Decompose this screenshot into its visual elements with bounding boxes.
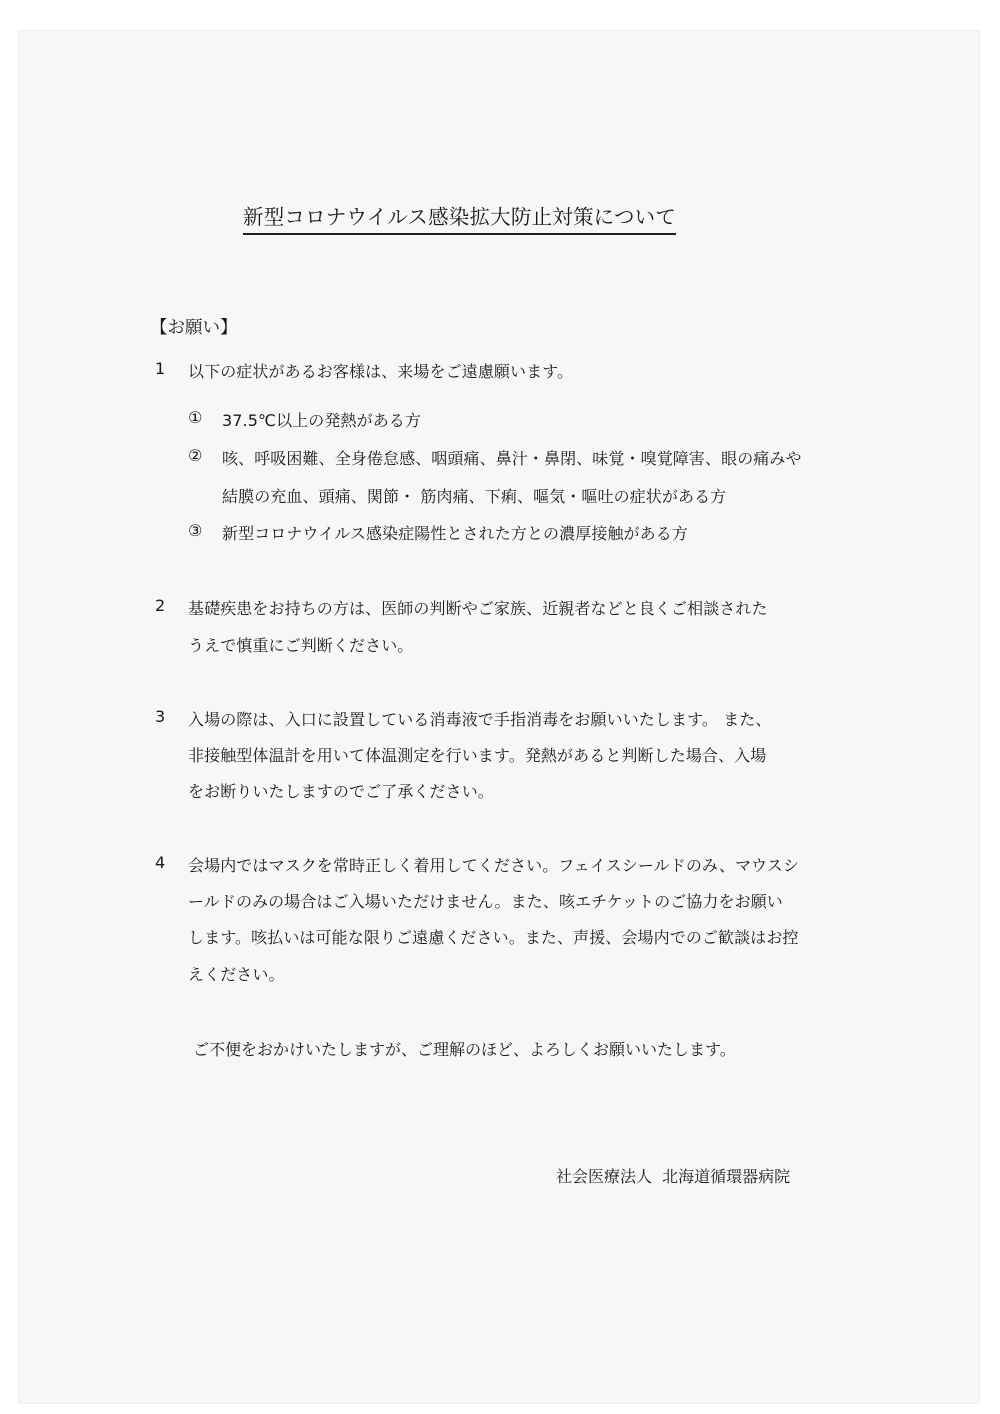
section-heading: 【お願い】 [150, 318, 238, 338]
document-title: 新型コロナウイルス感染拡大防止対策について [243, 200, 676, 235]
signature: 社会医療法人 北海道循環器病院 [556, 1167, 791, 1186]
subitem-text-line: 咳、呼吸困難、全身倦怠感、咽頭痛、鼻汁・鼻閉、味覚・嗅覚障害、眼の痛みや [222, 449, 802, 468]
item-number: 1 [155, 359, 166, 378]
subitem-text-line: 結膜の充血、頭痛、関節・ 筋肉痛、下痢、嘔気・嘔吐の症状がある方 [222, 487, 727, 506]
item-text-line: うえで慎重にご判断ください。 [188, 636, 414, 655]
item-number: 2 [155, 596, 166, 615]
item-text-line: をお断りいたしますのでご了承ください。 [188, 782, 494, 801]
item-text-line: 以下の症状があるお客様は、来場をご遠慮願います。 [188, 362, 574, 381]
subitem-marker: ① [188, 408, 203, 427]
item-text-line: 入場の際は、入口に設置している消毒液で手指消毒をお願いいたします。 また、 [188, 710, 772, 729]
item-text-line: えください。 [188, 965, 285, 984]
item-text-line: します。咳払いは可能な限りご遠慮ください。また、声援、会場内でのご歓談はお控 [188, 928, 799, 947]
item-text-line: 非接触型体温計を用いて体温測定を行います。発熱があると判断した場合、入場 [188, 746, 767, 765]
subitem-marker: ③ [188, 521, 203, 540]
subitem-marker: ② [188, 446, 203, 465]
closing-text: ご不便をおかけいたしますが、ご理解のほど、よろしくお願いいたします。 [193, 1040, 736, 1059]
item-text-line: ールドのみの場合はご入場いただけません。また、咳エチケットのご協力をお願い [188, 892, 783, 911]
item-text-line: 基礎疾患をお持ちの方は、医師の判断やご家族、近親者などと良くご相談された [188, 599, 768, 618]
item-number: 3 [155, 707, 166, 726]
item-text-line: 会場内ではマスクを常時正しく着用してください。フェイスシールドのみ、マウスシ [188, 856, 800, 875]
item-number: 4 [155, 853, 166, 872]
subitem-text-line: 37.5℃以上の発熱がある方 [222, 411, 421, 430]
subitem-text-line: 新型コロナウイルス感染症陽性とされた方との濃厚接触がある方 [222, 524, 688, 543]
